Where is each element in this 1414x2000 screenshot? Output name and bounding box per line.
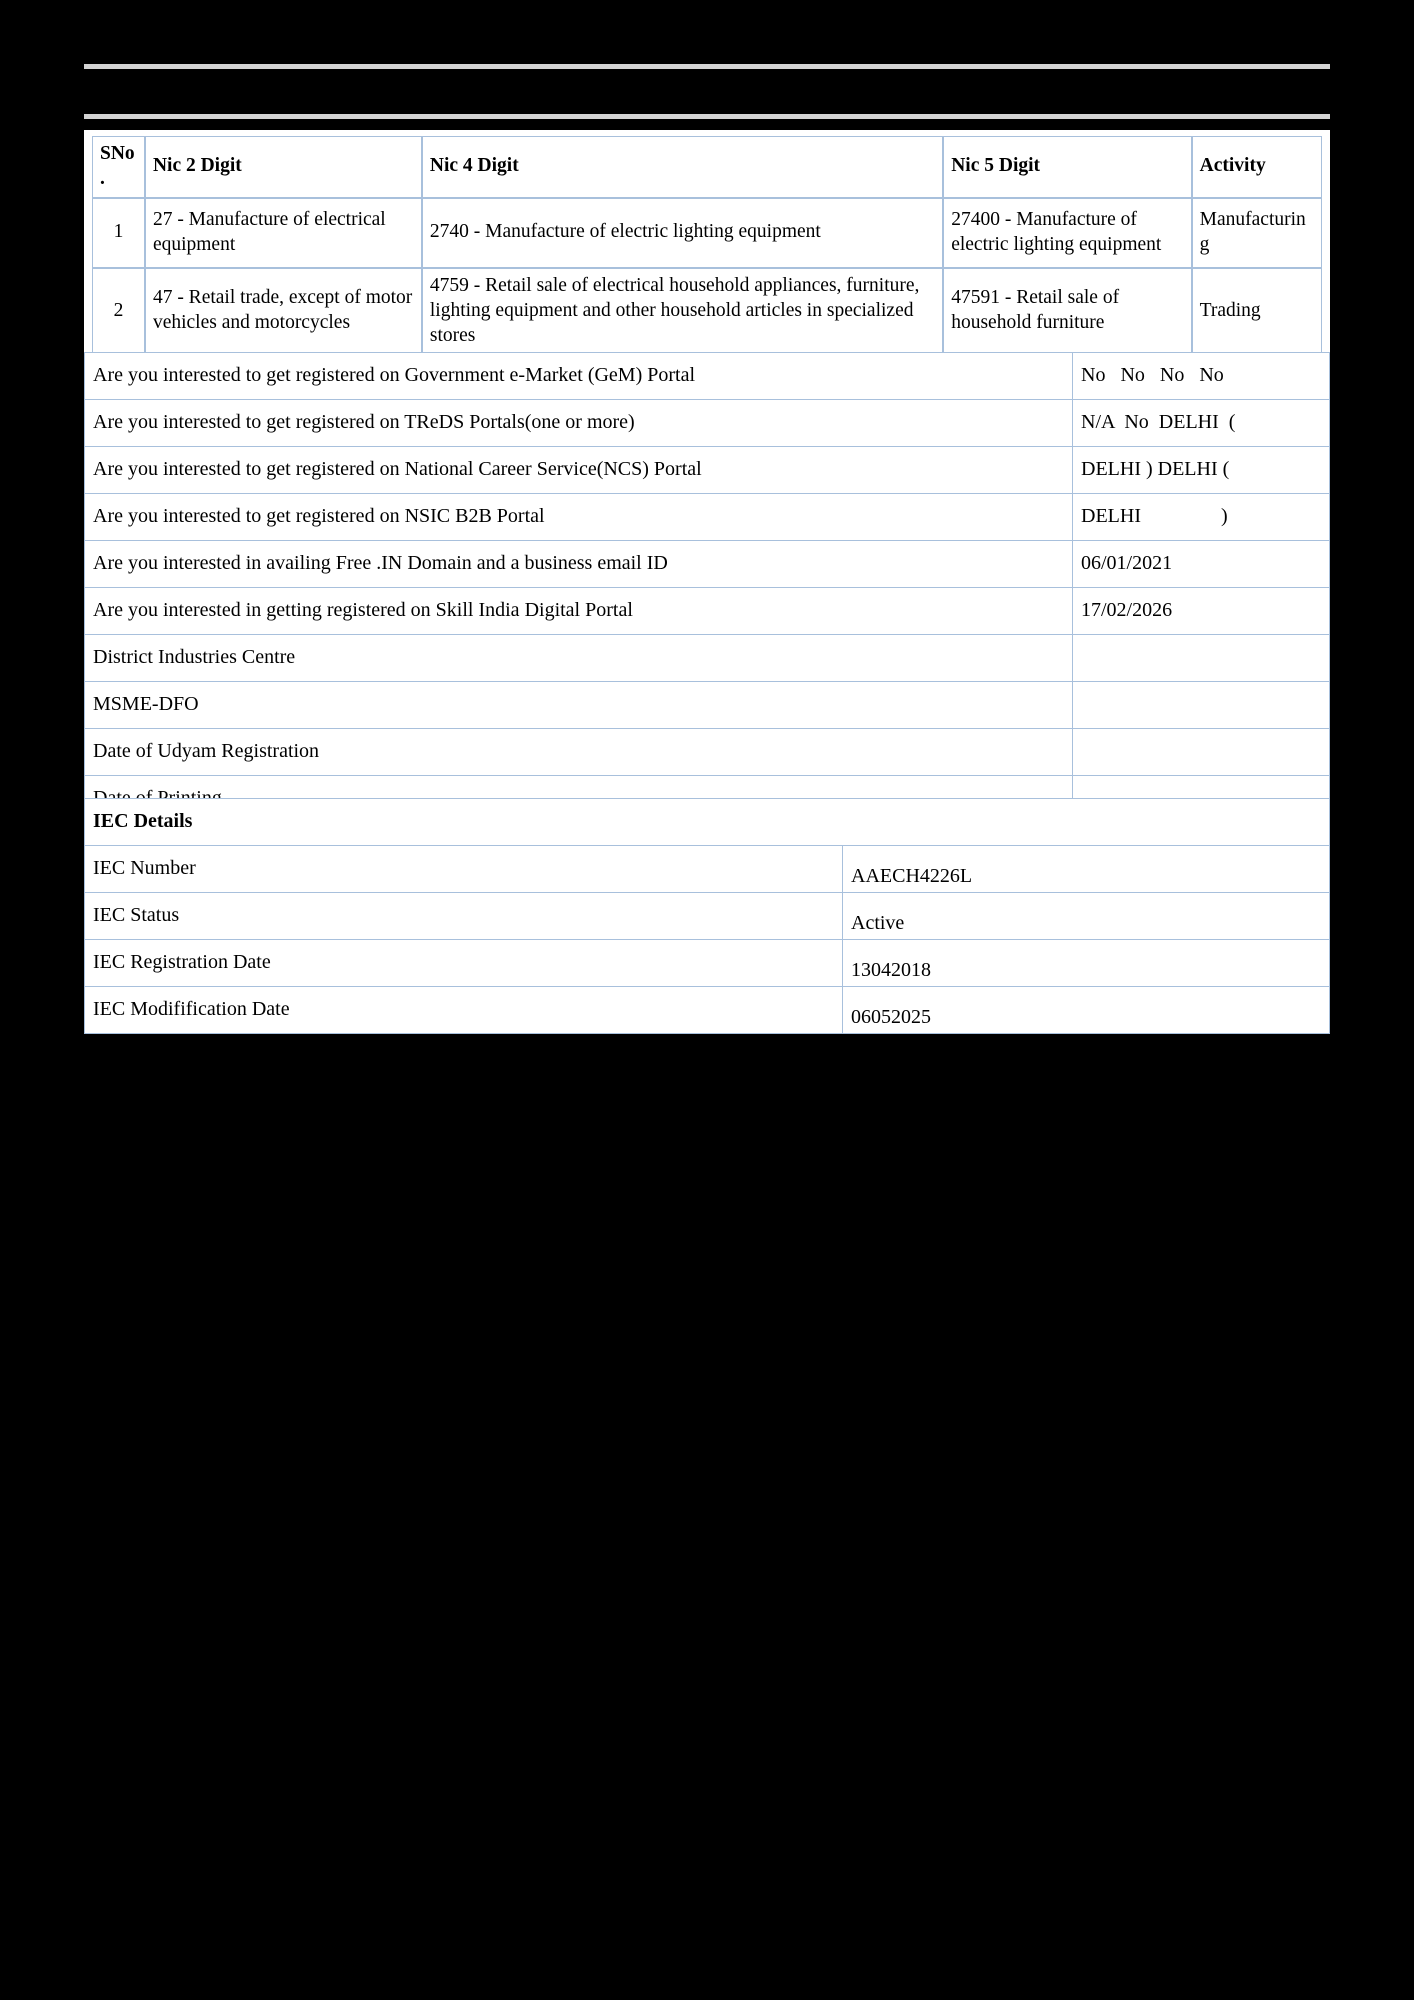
table-row: [85, 682, 1329, 729]
question-label-treds: Are you interested to get registered on TReDS Portals(one or more): [85, 400, 1073, 447]
question-label-in-domain: Are you interested in availing Free .IN Domain and a business email ID: [85, 541, 1073, 588]
iec-details-heading: IEC Details: [85, 799, 1329, 846]
nic-header-sno: SNo.: [92, 136, 145, 198]
nic-classification-table: [84, 130, 1330, 363]
iec-details-table: [84, 798, 1330, 1034]
nic-row1-activity: Manufacturing: [1192, 198, 1322, 268]
nic-header-row: [92, 136, 1322, 198]
table-row: [85, 494, 1329, 541]
header-rule-top: [84, 64, 1330, 69]
table-row: [85, 635, 1329, 682]
nic-header-nic2: Nic 2 Digit: [145, 136, 422, 198]
question-value-msme-dfo: [1073, 682, 1329, 729]
iec-value-modification-date: 06052025: [843, 987, 1329, 1033]
nic-row1-nic2: 27 - Manufacture of electrical equipment: [145, 198, 422, 268]
table-row: [85, 893, 1329, 940]
table-row: [85, 588, 1329, 635]
question-label-gem: Are you interested to get registered on Government e-Market (GeM) Portal: [85, 353, 1073, 400]
iec-label-registration-date: IEC Registration Date: [85, 940, 843, 987]
question-label-skill-india: Are you interested in getting registered on Skill India Digital Portal: [85, 588, 1073, 635]
nic-header-nic4: Nic 4 Digit: [422, 136, 943, 198]
nic-row2-nic2: 47 - Retail trade, except of motor vehicles and motorcycles: [145, 268, 422, 355]
table-row: [85, 729, 1329, 776]
table-row: [85, 846, 1329, 893]
nic-row2-nic4: 4759 - Retail sale of electrical household appliances, furniture, lighting equipment and other household articles in specialized stores: [422, 268, 943, 355]
nic-row2-nic5: 47591 - Retail sale of household furniture: [943, 268, 1191, 355]
question-label-ncs: Are you interested to get registered on National Career Service(NCS) Portal: [85, 447, 1073, 494]
iec-label-status: IEC Status: [85, 893, 843, 940]
question-label-nsic: Are you interested to get registered on NSIC B2B Portal: [85, 494, 1073, 541]
iec-value-status: Active: [843, 893, 1329, 940]
iec-label-number: IEC Number: [85, 846, 843, 893]
table-row: [92, 268, 1322, 355]
table-row: [85, 400, 1329, 447]
table-row: [85, 940, 1329, 987]
question-value-nsic: DELHI ): [1073, 494, 1329, 541]
question-value-udyam-date: [1073, 729, 1329, 776]
question-label-msme-dfo: MSME-DFO: [85, 682, 1073, 729]
registration-interest-table: [84, 352, 1330, 823]
iec-label-modification-date: IEC Modifification Date: [85, 987, 843, 1033]
nic-row1-nic4: 2740 - Manufacture of electric lighting equipment: [422, 198, 943, 268]
question-value-gem: No No No No: [1073, 353, 1329, 400]
table-row: [92, 198, 1322, 268]
question-label-dic: District Industries Centre: [85, 635, 1073, 682]
table-row: [85, 987, 1329, 1033]
question-value-treds: N/A No DELHI (: [1073, 400, 1329, 447]
nic-row2-sno: 2: [92, 268, 145, 355]
nic-header-nic5: Nic 5 Digit: [943, 136, 1191, 198]
iec-value-number: AAECH4226L: [843, 846, 1329, 893]
question-value-ncs: DELHI ) DELHI (: [1073, 447, 1329, 494]
header-rule-bottom: [84, 114, 1330, 119]
question-value-skill-india: 17/02/2026: [1073, 588, 1329, 635]
nic-row1-sno: 1: [92, 198, 145, 268]
table-row: [85, 353, 1329, 400]
nic-row2-activity: Trading: [1192, 268, 1322, 355]
iec-value-registration-date: 13042018: [843, 940, 1329, 987]
question-label-udyam-date: Date of Udyam Registration: [85, 729, 1073, 776]
question-value-in-domain: 06/01/2021: [1073, 541, 1329, 588]
table-row: [85, 447, 1329, 494]
iec-title-row: [85, 799, 1329, 846]
nic-header-activity: Activity: [1192, 136, 1322, 198]
question-value-dic: [1073, 635, 1329, 682]
table-row: [85, 541, 1329, 588]
nic-row1-nic5: 27400 - Manufacture of electric lighting equipment: [943, 198, 1191, 268]
